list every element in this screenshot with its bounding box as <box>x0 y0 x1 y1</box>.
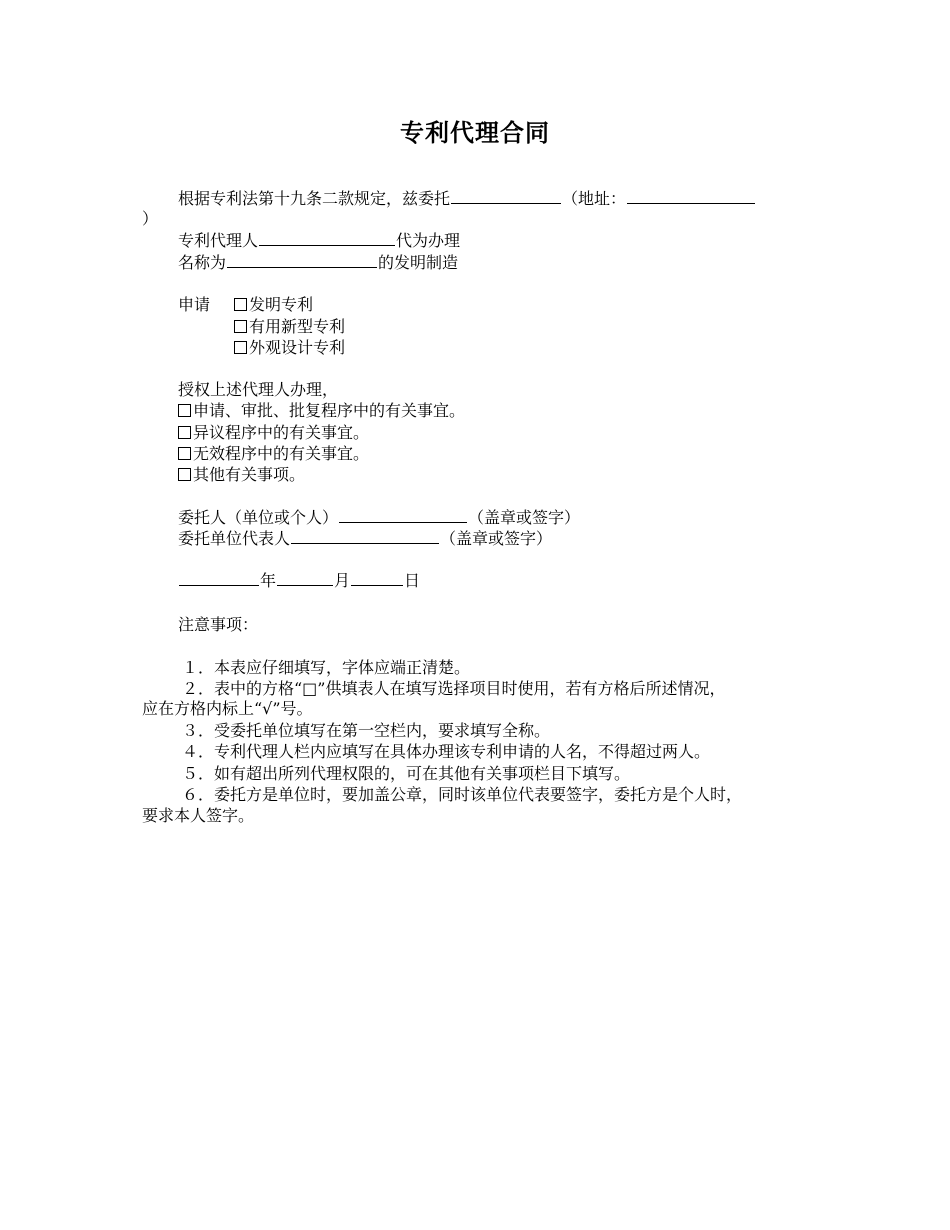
day-label: 日 <box>404 571 421 590</box>
day-blank[interactable] <box>351 570 403 586</box>
date-line <box>178 570 420 591</box>
item-label: 异议程序中的有关事宜。 <box>193 423 370 442</box>
note-6-cont: 要求本人签字。 <box>142 806 255 825</box>
authorize-heading: 授权上述代理人办理， <box>178 380 339 399</box>
checkbox[interactable] <box>234 341 247 354</box>
authorize-item-1 <box>178 400 465 421</box>
option-label: 外观设计专利 <box>249 338 346 357</box>
principal-suffix: （盖章或签字） <box>468 508 581 527</box>
apply-line <box>178 294 210 315</box>
address-blank[interactable] <box>627 188 755 204</box>
apply-option-2 <box>234 316 345 337</box>
item-label: 其他有关事项。 <box>193 465 306 484</box>
principal-line <box>178 507 580 528</box>
rep-label: 委托单位代表人 <box>178 529 291 548</box>
representative-line <box>178 528 552 549</box>
agent-suffix: 代为办理 <box>396 231 461 250</box>
item-label: 无效程序中的有关事宜。 <box>193 444 370 463</box>
authorize-item-2 <box>178 422 369 443</box>
apply-option-1 <box>234 294 313 315</box>
principal-label: 委托人（单位或个人） <box>178 508 339 527</box>
authorize-item-4 <box>178 464 305 485</box>
checkbox[interactable] <box>234 298 247 311</box>
note-4: ４．专利代理人栏内应填写在具体办理该专利申请的人名，不得超过两人。 <box>182 742 711 761</box>
name-label: 名称为 <box>178 253 227 272</box>
year-blank[interactable] <box>179 570 259 586</box>
checkbox[interactable] <box>178 426 191 439</box>
intro-line-1 <box>178 188 756 209</box>
intro-prefix: 根据专利法第十九条二款规定，兹委托 <box>178 189 451 208</box>
intro-line-1-cont <box>142 208 158 229</box>
note-3: ３．受委托单位填写在第一空栏内，要求填写全称。 <box>182 721 551 740</box>
notes-heading: 注意事项： <box>178 615 259 634</box>
document-title: 专利代理合同 <box>400 119 550 147</box>
note-2: ２．表中的方格“□”供填表人在填写选择项目时使用，若有方格后所述情况， <box>182 679 726 698</box>
name-line <box>178 252 458 273</box>
checkbox[interactable] <box>178 404 191 417</box>
name-suffix: 的发明制造 <box>378 253 459 272</box>
authorize-item-3 <box>178 443 369 464</box>
note-5: ５．如有超出所列代理权限的，可在其他有关事项栏目下填写。 <box>182 764 631 783</box>
apply-label: 申请 <box>178 295 211 314</box>
checkbox[interactable] <box>178 447 191 460</box>
item-label: 申请、审批、批复程序中的有关事宜。 <box>193 401 466 420</box>
entrusted-party-blank[interactable] <box>451 188 561 204</box>
note-2-cont: 应在方格内标上“√”号。 <box>142 699 313 718</box>
option-label: 发明专利 <box>249 295 314 314</box>
invention-name-blank[interactable] <box>227 252 377 268</box>
checkbox[interactable] <box>178 468 191 481</box>
agent-line <box>178 230 460 251</box>
principal-blank[interactable] <box>339 507 467 523</box>
agent-blank[interactable] <box>259 230 395 246</box>
address-label: （地址： <box>562 189 627 208</box>
note-1: １．本表应仔细填写，字体应端正清楚。 <box>182 658 471 677</box>
apply-option-3 <box>234 337 345 358</box>
month-blank[interactable] <box>277 570 333 586</box>
rep-suffix: （盖章或签字） <box>440 529 553 548</box>
note-6: ６．委托方是单位时，要加盖公章，同时该单位代表要签字，委托方是个人时， <box>182 785 743 804</box>
option-label: 有用新型专利 <box>249 317 346 336</box>
year-label: 年 <box>260 571 277 590</box>
month-label: 月 <box>334 571 351 590</box>
checkbox[interactable] <box>234 320 247 333</box>
representative-blank[interactable] <box>291 528 439 544</box>
address-close: ） <box>142 209 159 228</box>
agent-label: 专利代理人 <box>178 231 259 250</box>
